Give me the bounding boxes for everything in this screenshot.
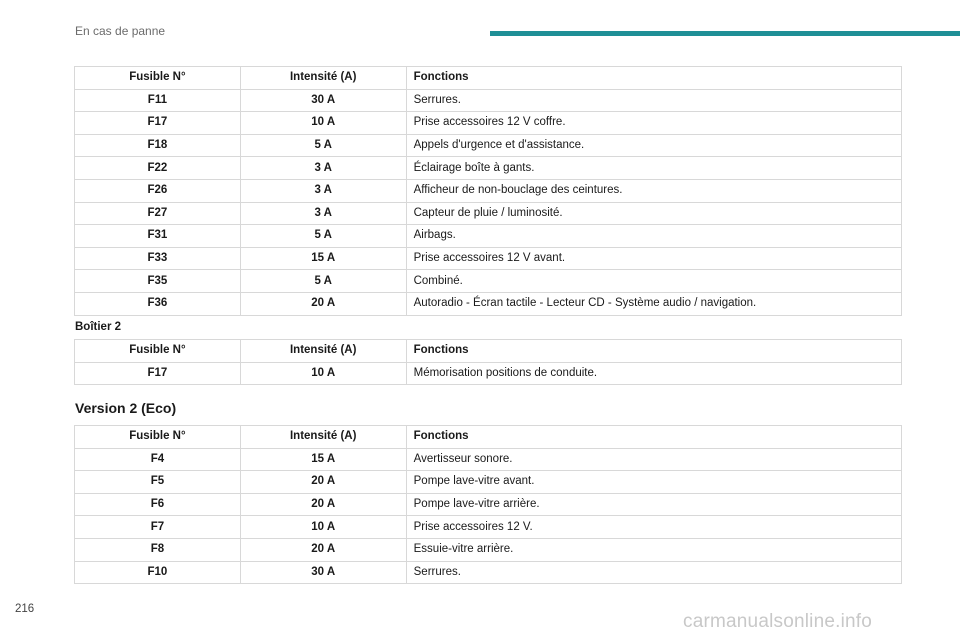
function-cell: Pompe lave-vitre avant. — [406, 471, 901, 494]
column-header-fuse: Fusible N° — [75, 426, 241, 449]
table-row — [75, 134, 902, 157]
function-cell: Prise accessoires 12 V avant. — [406, 247, 901, 270]
fuse-cell: F7 — [75, 516, 241, 539]
chapter-title: En cas de panne — [75, 24, 166, 38]
page-number: 216 — [15, 603, 35, 615]
amperage-cell: 30 A — [240, 89, 406, 112]
watermark: carmanualsonline.info — [683, 611, 873, 632]
header-accent-bar — [490, 31, 960, 36]
version-2-heading: Version 2 (Eco) — [75, 400, 177, 416]
fuse-cell: F27 — [75, 202, 241, 225]
amperage-cell: 10 A — [240, 112, 406, 135]
function-cell: Prise accessoires 12 V coffre. — [406, 112, 901, 135]
amperage-cell: 10 A — [240, 362, 406, 385]
table-row — [75, 292, 902, 315]
amperage-cell: 3 A — [240, 179, 406, 202]
amperage-cell: 20 A — [240, 493, 406, 516]
fuse-table-boitier-2 — [74, 339, 902, 385]
column-header-functions: Fonctions — [406, 426, 901, 449]
fuse-cell: F31 — [75, 225, 241, 248]
table-row — [75, 112, 902, 135]
amperage-cell: 5 A — [240, 270, 406, 293]
amperage-cell: 30 A — [240, 561, 406, 584]
fuse-table-main — [74, 66, 902, 316]
function-cell: Autoradio - Écran tactile - Lecteur CD - Système audio / navigation. — [406, 292, 901, 315]
table-row — [75, 362, 902, 385]
function-cell: Essuie-vitre arrière. — [406, 538, 901, 561]
table-row — [75, 493, 902, 516]
amperage-cell: 3 A — [240, 157, 406, 180]
table-row — [75, 270, 902, 293]
table-row — [75, 247, 902, 270]
fuse-cell: F6 — [75, 493, 241, 516]
column-header-functions: Fonctions — [406, 340, 901, 363]
function-cell: Serrures. — [406, 561, 901, 584]
column-header-amperage: Intensité (A) — [240, 340, 406, 363]
amperage-cell: 15 A — [240, 448, 406, 471]
fuse-cell: F36 — [75, 292, 241, 315]
column-header-fuse: Fusible N° — [75, 340, 241, 363]
fuse-cell: F22 — [75, 157, 241, 180]
column-header-fuse: Fusible N° — [75, 67, 241, 90]
function-cell: Serrures. — [406, 89, 901, 112]
amperage-cell: 20 A — [240, 471, 406, 494]
fuse-cell: F26 — [75, 179, 241, 202]
function-cell: Prise accessoires 12 V. — [406, 516, 901, 539]
amperage-cell: 3 A — [240, 202, 406, 225]
fuse-cell: F10 — [75, 561, 241, 584]
amperage-cell: 5 A — [240, 134, 406, 157]
table-header-row — [75, 340, 902, 363]
function-cell: Airbags. — [406, 225, 901, 248]
amperage-cell: 20 A — [240, 538, 406, 561]
function-cell: Afficheur de non-bouclage des ceintures. — [406, 179, 901, 202]
table-row — [75, 538, 902, 561]
function-cell: Pompe lave-vitre arrière. — [406, 493, 901, 516]
table-row — [75, 89, 902, 112]
function-cell: Avertisseur sonore. — [406, 448, 901, 471]
function-cell: Capteur de pluie / luminosité. — [406, 202, 901, 225]
fuse-table-version-2 — [74, 425, 902, 584]
column-header-amperage: Intensité (A) — [240, 67, 406, 90]
table-row — [75, 225, 902, 248]
fuse-cell: F17 — [75, 112, 241, 135]
function-cell: Mémorisation positions de conduite. — [406, 362, 901, 385]
table-row — [75, 516, 902, 539]
function-cell: Appels d'urgence et d'assistance. — [406, 134, 901, 157]
fuse-cell: F8 — [75, 538, 241, 561]
table-row — [75, 202, 902, 225]
table-row — [75, 561, 902, 584]
fuse-cell: F18 — [75, 134, 241, 157]
column-header-functions: Fonctions — [406, 67, 901, 90]
amperage-cell: 20 A — [240, 292, 406, 315]
column-header-amperage: Intensité (A) — [240, 426, 406, 449]
table-row — [75, 448, 902, 471]
table-header-row — [75, 67, 902, 90]
table-row — [75, 471, 902, 494]
fuse-cell: F33 — [75, 247, 241, 270]
fuse-cell: F17 — [75, 362, 241, 385]
table-row — [75, 179, 902, 202]
fuse-cell: F4 — [75, 448, 241, 471]
boitier-2-label: Boîtier 2 — [75, 321, 122, 333]
amperage-cell: 15 A — [240, 247, 406, 270]
fuse-cell: F5 — [75, 471, 241, 494]
table-row — [75, 157, 902, 180]
amperage-cell: 10 A — [240, 516, 406, 539]
fuse-cell: F11 — [75, 89, 241, 112]
function-cell: Éclairage boîte à gants. — [406, 157, 901, 180]
fuse-cell: F35 — [75, 270, 241, 293]
amperage-cell: 5 A — [240, 225, 406, 248]
function-cell: Combiné. — [406, 270, 901, 293]
table-header-row — [75, 426, 902, 449]
